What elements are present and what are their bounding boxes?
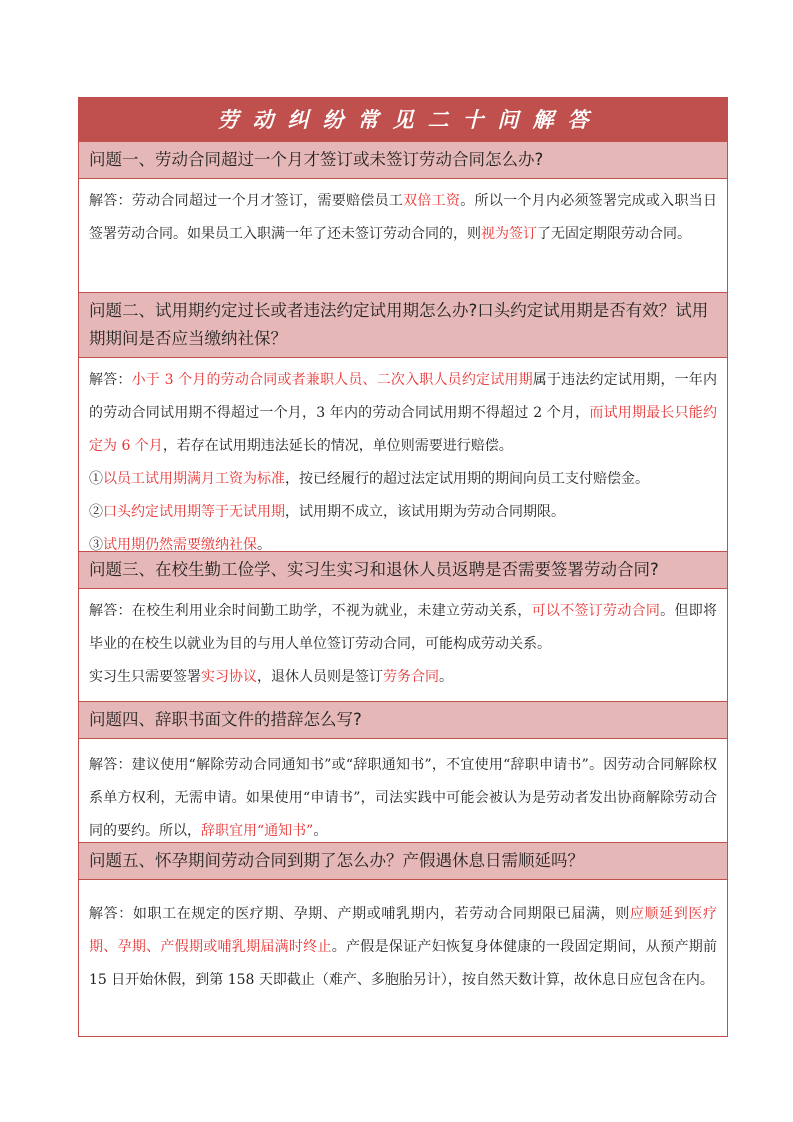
faq-table <box>78 97 728 1037</box>
answer-text: 解答： <box>89 372 132 388</box>
point-marker: ③ <box>89 537 103 553</box>
answer-text: 解答：如职工在规定的医疗期、孕期、产期或哺乳期内，若劳动合同期限已届满，则 <box>89 906 630 922</box>
point-marker: ① <box>89 471 103 487</box>
point-marker: ② <box>89 504 103 520</box>
answer-text: ，退休人员则是签订 <box>257 669 383 685</box>
answer-text: 解答：在校生利用业余时间勤工助学，不视为就业，未建立劳动关系， <box>89 603 532 619</box>
answer-2-point-2 <box>89 496 717 529</box>
answer-highlight: 双倍工资 <box>403 193 461 209</box>
answer-5-paragraph <box>89 898 717 997</box>
answer-text: 属于违法约定试用期，一年内的劳动合同试用期不得超过一个月，3 年内的劳动合同试用期不得超过 2 个月， <box>89 372 717 421</box>
answer-text: 。但即将毕业的在校生以就业为目的与用人单位签订劳动合同，可能构成劳动关系。 <box>89 603 718 652</box>
answer-highlight: 试用期仍然需要缴纳社保 <box>103 537 257 553</box>
answer-highlight: 口头约定试用期等于无试用期 <box>103 504 285 520</box>
question-3: 问题三、在校生勤工俭学、实习生实习和退休人员返聘是否需要签署劳动合同? <box>79 551 727 588</box>
answer-highlight: 而试用期最长只能约定为 6 个月 <box>89 405 717 454</box>
answer-4 <box>79 738 727 842</box>
answer-2-paragraph <box>89 364 717 463</box>
question-5: 问题五、怀孕期间劳动合同到期了怎么办？产假遇休息日需顺延吗？ <box>79 842 727 879</box>
answer-text: 。产假是保证产妇恢复身体健康的一段固定期间，从预产期前 15 日开始休假，到第 158 天即截止（难产、多胞胎另计），按自然天数计算，故休息日应包含在内。 <box>89 939 718 988</box>
answer-highlight: 实习协议 <box>201 669 257 685</box>
answer-text: 了无固定期限劳动合同。 <box>537 226 691 242</box>
question-4: 问题四、辞职书面文件的措辞怎么写? <box>79 701 727 738</box>
answer-highlight: 以员工试用期满月工资为标准 <box>103 471 285 487</box>
answer-highlight: 小于 3 个月的劳动合同或者兼职人员、二次入职人员约定试用期 <box>131 372 533 388</box>
answer-text: 实习生只需要签署 <box>89 669 201 685</box>
answer-highlight: 可以不签订劳动合同 <box>531 603 661 619</box>
answer-text: ，若存在试用期违法延长的情况，单位则需要进行赔偿。 <box>162 438 513 454</box>
answer-highlight: 辞职宜用“通知书” <box>201 823 314 839</box>
document-title: 劳动纠纷常见二十问解答 <box>79 97 727 141</box>
answer-text: ，试用期不成立，该试用期为劳动合同期限。 <box>285 504 565 520</box>
answer-3-paragraph-1 <box>89 595 717 661</box>
answer-text: 。 <box>257 537 271 553</box>
answer-3-paragraph-2 <box>89 661 717 694</box>
answer-text: 。所以一个月内必须签署完成或入职当日签署劳动合同。如果员工入职满一年了还未签订劳动合同的，则 <box>89 193 718 242</box>
answer-1-paragraph <box>89 185 717 251</box>
answer-2 <box>79 357 727 551</box>
answer-4-paragraph <box>89 749 717 848</box>
answer-text: 解答：劳动合同超过一个月才签订，需要赔偿员工 <box>89 193 404 209</box>
answer-highlight: 劳务合同 <box>383 669 439 685</box>
question-2: 问题二、试用期约定过长或者违法约定试用期怎么办?口头约定试用期是否有效？试用期期间是否应当缴纳社保？ <box>79 292 727 357</box>
answer-text: ，按已经履行的超过法定试用期的期间向员工支付赔偿金。 <box>285 471 649 487</box>
answer-highlight: 应顺延到医疗期、孕期、产假期或哺乳期届满时终止 <box>89 906 718 955</box>
answer-5 <box>79 879 727 1036</box>
answer-text: 解答：建议使用“解除劳动合同通知书”或“辞职通知书”，不宜使用“辞职申请书”。因劳动合同解除权系单方权利，无需申请。如果使用“申请书”，司法实践中可能会被认为是劳动者发出协商解除劳动合同的要约。所以， <box>89 757 717 839</box>
answer-text: 。 <box>313 823 328 839</box>
answer-1 <box>79 178 727 292</box>
answer-text: 。 <box>439 669 453 685</box>
answer-highlight: 视为签订 <box>481 226 537 242</box>
question-1: 问题一、劳动合同超过一个月才签订或未签订劳动合同怎么办? <box>79 141 727 178</box>
answer-3 <box>79 588 727 701</box>
answer-2-point-1 <box>89 463 717 496</box>
